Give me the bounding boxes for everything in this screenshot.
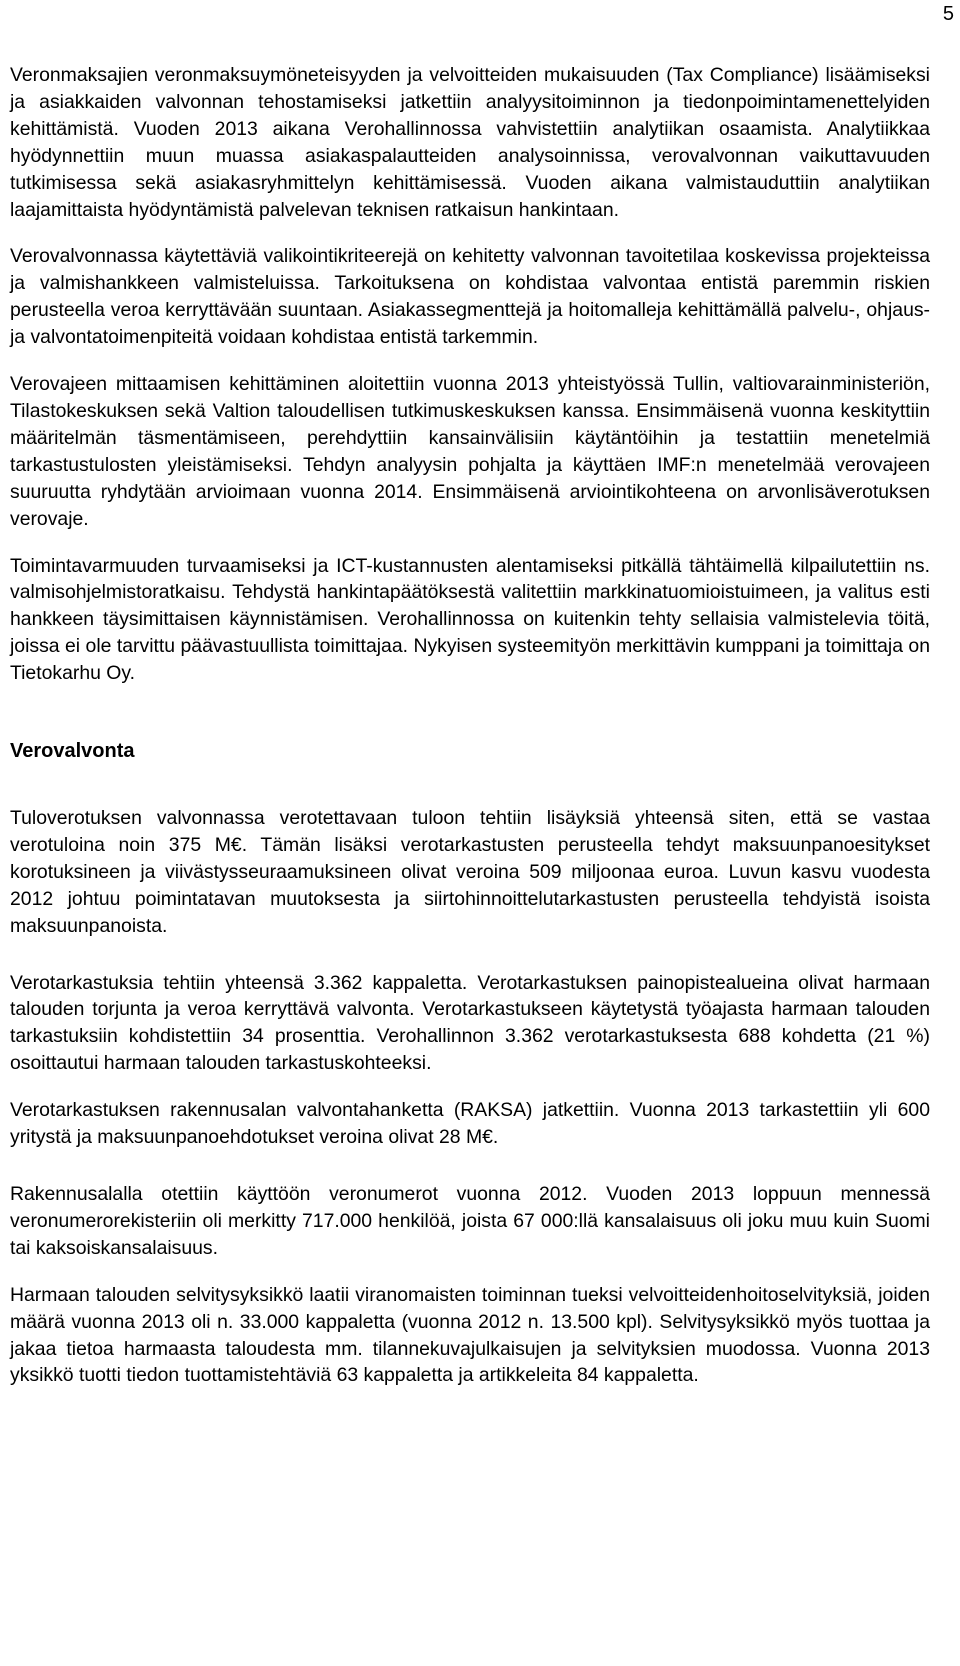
page-number: 5 — [942, 3, 954, 25]
paragraph-income-tax-control: Tuloverotuksen valvonnassa verotettavaan tuloon tehtiin lisäyksiä yhteensä siten, että se vastaa verotuloina noin 375 M€. Tämän lisäksi verotarkastusten perusteella tehdyt maksuunpanoesitykset korotuksineen ja viivästysseuraamuksineen olivat veroina 509 miljoonaa euroa. Luvun kasvu vuodesta 2012 johtuu poimintatavan muutoksesta ja siirtohinnoittelutarkastusten perusteella tehdyistä isoista maksuunpanoista. — [10, 807, 930, 937]
paragraph-grey-economy-unit: Harmaan talouden selvitysyksikkö laatii viranomaisten toiminnan tueksi velvoitteidenhoitoselvityksiä, joiden määrä vuonna 2013 oli n. 33.000 kappaletta (vuonna 2012 n. 13.500 kpl). Selvitysyksikkö myös tuottaa ja jakaa tietoa harmaasta taloudesta mm. tilannekuvajulkaisujen ja selvityksien muodossa. Vuonna 2013 yksikkö tuotti tiedon tuottamistehtäviä 63 kappaletta ja artikkeleita 84 kappaletta. — [10, 1283, 930, 1387]
document-body — [10, 62, 930, 1389]
paragraph-tax-gap: Verovajeen mittaamisen kehittäminen aloitettiin vuonna 2013 yhteistyössä Tullin, valtiovarainministeriön, Tilastokeskuksen sekä Valtion taloudellisen tutkimuskeskuksen kanssa. Ensimmäisenä vuonna keskityttiin määritelmän täsmentämiseen, perehdyttiin kansainvälisiin käytäntöihin ja testattiin menetelmiä tarkastustulosten yleistämiseksi. Tehdyn analyysin pohjalta ja käyttäen IMF:n menetelmää verovajeen suuruutta ryhdytään arvioimaan vuonna 2014. Ensimmäisenä arviointikohteena on arvonlisäverotuksen verovaje. — [10, 373, 930, 530]
paragraph-tax-audits: Verotarkastuksia tehtiin yhteensä 3.362 kappaletta. Verotarkastuksen painopistealueina olivat harmaan talouden torjunta ja veroa kerryttävä valvonta. Verotarkastukseen käytetystä työajasta harmaan talouden tarkastuksiin kohdistettiin 34 prosenttia. Verohallinnon 3.362 verotarkastuksesta 688 kohdetta (21 %) osoittautui harmaan talouden tarkastuskohteeksi. — [10, 971, 930, 1075]
paragraph-tax-compliance: Veronmaksajien veronmaksuymöneteisyyden ja velvoitteiden mukaisuuden (Tax Compliance) lisäämiseksi ja asiakkaiden valvonnan tehostamiseksi jatkettiin analyysitoiminnon ja tiedonpoimintamenettelyiden kehittämistä. Vuoden 2013 aikana Verohallinnossa vahvistettiin analytiikan osaamista. Analytiikkaa hyödynnettiin muun muassa asiakaspalautteiden analysoinnissa, verovalvonnan vaikuttavuuden tutkimisessa sekä asiakasryhmittelyn kehittämisessä. Vuoden aikana valmistauduttiin analytiikan laajamittaista hyödyntämistä palvelevan teknisen ratkaisun hankintaan. — [10, 64, 930, 221]
paragraph-raksa: Verotarkastuksen rakennusalan valvontahanketta (RAKSA) jatkettiin. Vuonna 2013 tarkastettiin yli 600 yritystä ja maksuunpanoehdotukset veroina olivat 28 M€. — [10, 1099, 930, 1149]
paragraph-tax-numbers: Rakennusalalla otettiin käyttöön veronumerot vuonna 2012. Vuoden 2013 loppuun mennessä veronumerorekisteriin oli merkitty 717.000 henkilöä, joista 67 000:llä kansalaisuus oli joku muu kuin Suomi tai kaksoiskansalaisuus. — [10, 1183, 930, 1259]
paragraph-ict: Toimintavarmuuden turvaamiseksi ja ICT-kustannusten alentamiseksi pitkällä tähtäimellä kilpailutettiin ns. valmisohjelmistoratkaisu. Tehdystä hankintapäätöksestä valitettiin markkinatuomioistuimeen, ja valitus esti hankkeen täysimittaisen käynnistämisen. Verohallinnossa on kuitenkin tehty sellaisia valmistelevia töitä, joissa ei ole tarvittu päävastuullista toimittajaa. Nykyisen systeemityön merkittävin kumppani ja toimittaja on Tietokarhu Oy. — [10, 554, 930, 685]
section-heading: Verovalvonta — [10, 740, 135, 763]
paragraph-selection-criteria: Verovalvonnassa käytettäviä valikointikriteerejä on kehitetty valvonnan tavoitetilaa koskevissa projekteissa ja valmishankkeen valmisteluissa. Tarkoituksena on kohdistaa valvontaa entistä paremmin riskien perusteella veroa kerryttävään suuntaan. Asiakassegmenttejä ja hoitomalleja kehittämällä palvelu-, ohjaus- ja valvontatoimenpiteitä voidaan kohdistaa entistä tarkemmin. — [10, 245, 930, 349]
